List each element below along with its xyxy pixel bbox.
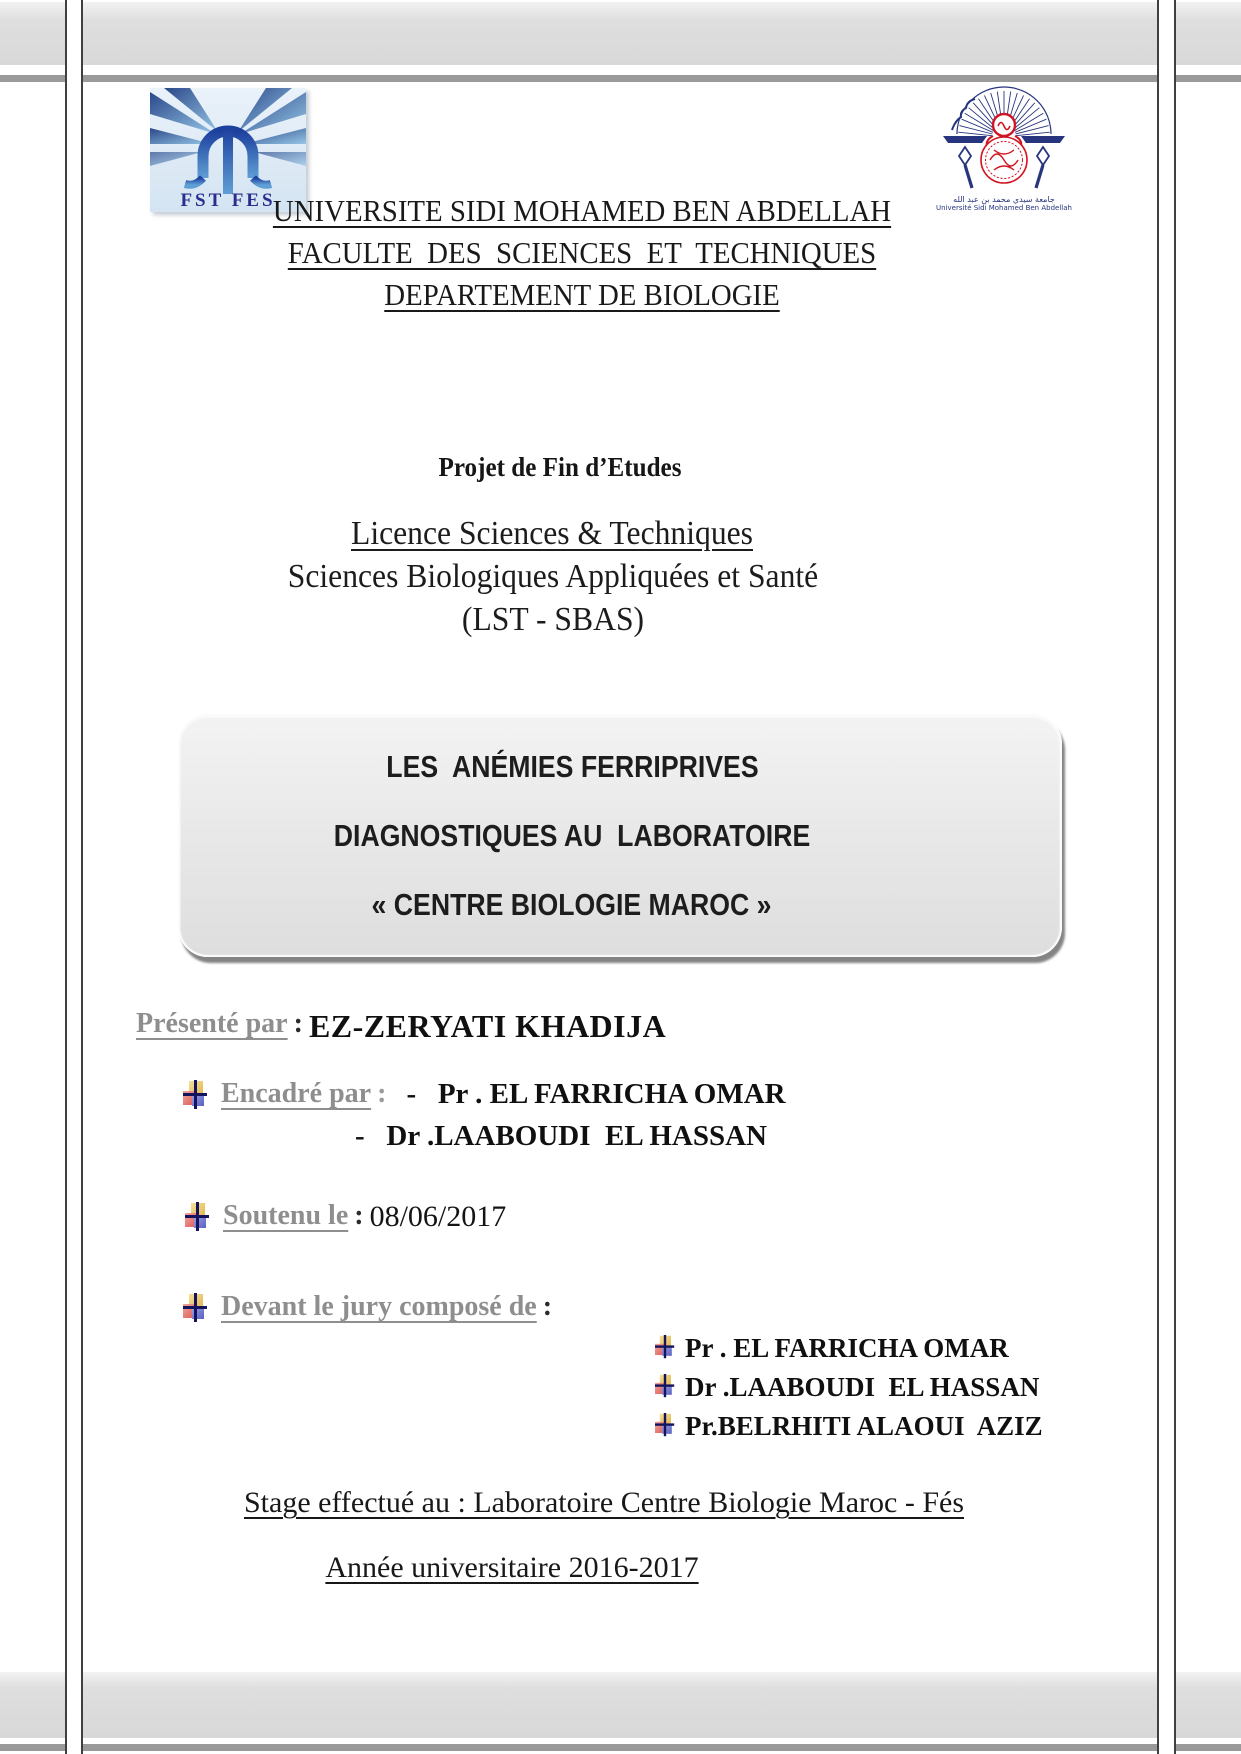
colored-cross-bullet-icon <box>183 1080 207 1109</box>
student-name: EZ-ZERYATI KHADIJA <box>308 1008 667 1044</box>
top-border-bar <box>1176 75 1241 82</box>
thesis-title-line3: « CENTRE BIOLOGIE MAROC » <box>372 886 772 922</box>
colon: : <box>293 1008 303 1039</box>
top-border-band <box>0 2 65 65</box>
right-border-line-outer <box>1174 0 1176 1754</box>
colon: : <box>354 1200 364 1231</box>
colored-cross-bullet-icon <box>655 1374 674 1397</box>
defense-date: 08/06/2017 <box>369 1200 507 1233</box>
degree-title: Licence Sciences & Techniques <box>351 515 753 552</box>
colored-cross-bullet-icon <box>185 1202 209 1231</box>
degree-abbreviation: (LST - SBAS) <box>461 601 645 638</box>
supervised-by-label: Encadré par <box>221 1078 372 1109</box>
bottom-border-bar <box>1176 1744 1241 1751</box>
jury-member-row <box>655 1411 1043 1442</box>
red-medallion <box>981 114 1027 183</box>
degree-specialty: Sciences Biologiques Appliquées et Santé <box>287 558 819 595</box>
defense-date-row <box>185 1200 506 1234</box>
thesis-title-line2: DIAGNOSTIQUES AU LABORATOIRE <box>333 817 811 853</box>
presented-by-row <box>136 1008 666 1045</box>
jury-member-row <box>655 1333 1009 1364</box>
university-name: UNIVERSITE SIDI MOHAMED BEN ABDELLAH <box>272 193 892 228</box>
colored-cross-bullet-icon <box>655 1335 674 1358</box>
left-torch <box>965 165 972 188</box>
colored-cross-bullet-icon <box>183 1293 207 1322</box>
internship-location: Stage effectué au : Laboratoire Centre Biologie Maroc - Fés <box>243 1486 964 1519</box>
jury-member-3: Pr.BELRHITI ALAOUI AZIZ <box>685 1411 1043 1441</box>
academic-year: Année universitaire 2016-2017 <box>325 1551 699 1584</box>
faculty-name: FACULTE DES SCIENCES ET TECHNIQUES <box>287 235 877 270</box>
right-border-line-inner <box>1157 0 1159 1754</box>
jury-label: Devant le jury composé de <box>221 1291 537 1322</box>
top-border-bar <box>83 75 1157 82</box>
top-border-band <box>1176 2 1241 65</box>
colon: : <box>377 1078 387 1109</box>
calligraphy-stroke <box>952 99 975 130</box>
supervisor-2-row <box>355 1120 767 1153</box>
right-capital <box>1021 136 1065 143</box>
top-border-bar <box>0 75 65 82</box>
supervised-by-row <box>183 1078 786 1111</box>
jury-header-row <box>183 1291 558 1323</box>
presented-by-label: Présenté par <box>136 1008 288 1039</box>
colored-cross-bullet-icon <box>655 1413 674 1436</box>
supervisor-2: - Dr .LAABOUDI EL HASSAN <box>355 1120 767 1152</box>
thesis-title-box <box>178 714 1062 957</box>
right-torch <box>1036 165 1043 188</box>
supervisor-1: - Pr . EL FARRICHA OMAR <box>406 1078 786 1110</box>
fst-fes-caption: FST FES <box>180 190 276 211</box>
bottom-border-band <box>0 1672 65 1738</box>
defense-date-label: Soutenu le <box>223 1200 349 1231</box>
right-torch-flame <box>1037 147 1049 165</box>
jury-member-1: Pr . EL FARRICHA OMAR <box>685 1333 1009 1363</box>
top-border-band <box>83 2 1157 65</box>
left-torch-flame <box>959 147 971 165</box>
usmba-caption-arabic: جامعة سيدي محمد بن عبد الله <box>953 195 1055 204</box>
jury-member-row <box>655 1372 1039 1403</box>
thesis-title-line1: LES ANÉMIES FERRIPRIVES <box>385 748 759 784</box>
left-capital <box>943 136 987 143</box>
usmba-caption-french: Université Sidi Mohamed Ben Abdellah <box>936 204 1072 213</box>
bottom-border-band <box>1176 1672 1241 1738</box>
colon: : <box>542 1291 553 1322</box>
jury-member-2: Dr .LAABOUDI EL HASSAN <box>685 1372 1040 1402</box>
bottom-border-band <box>83 1672 1157 1738</box>
bottom-border-bar <box>83 1744 1157 1751</box>
bottom-border-bar <box>0 1744 65 1751</box>
project-type: Projet de Fin d’Etudes <box>438 452 682 482</box>
department-name: DEPARTEMENT DE BIOLOGIE <box>384 277 780 312</box>
